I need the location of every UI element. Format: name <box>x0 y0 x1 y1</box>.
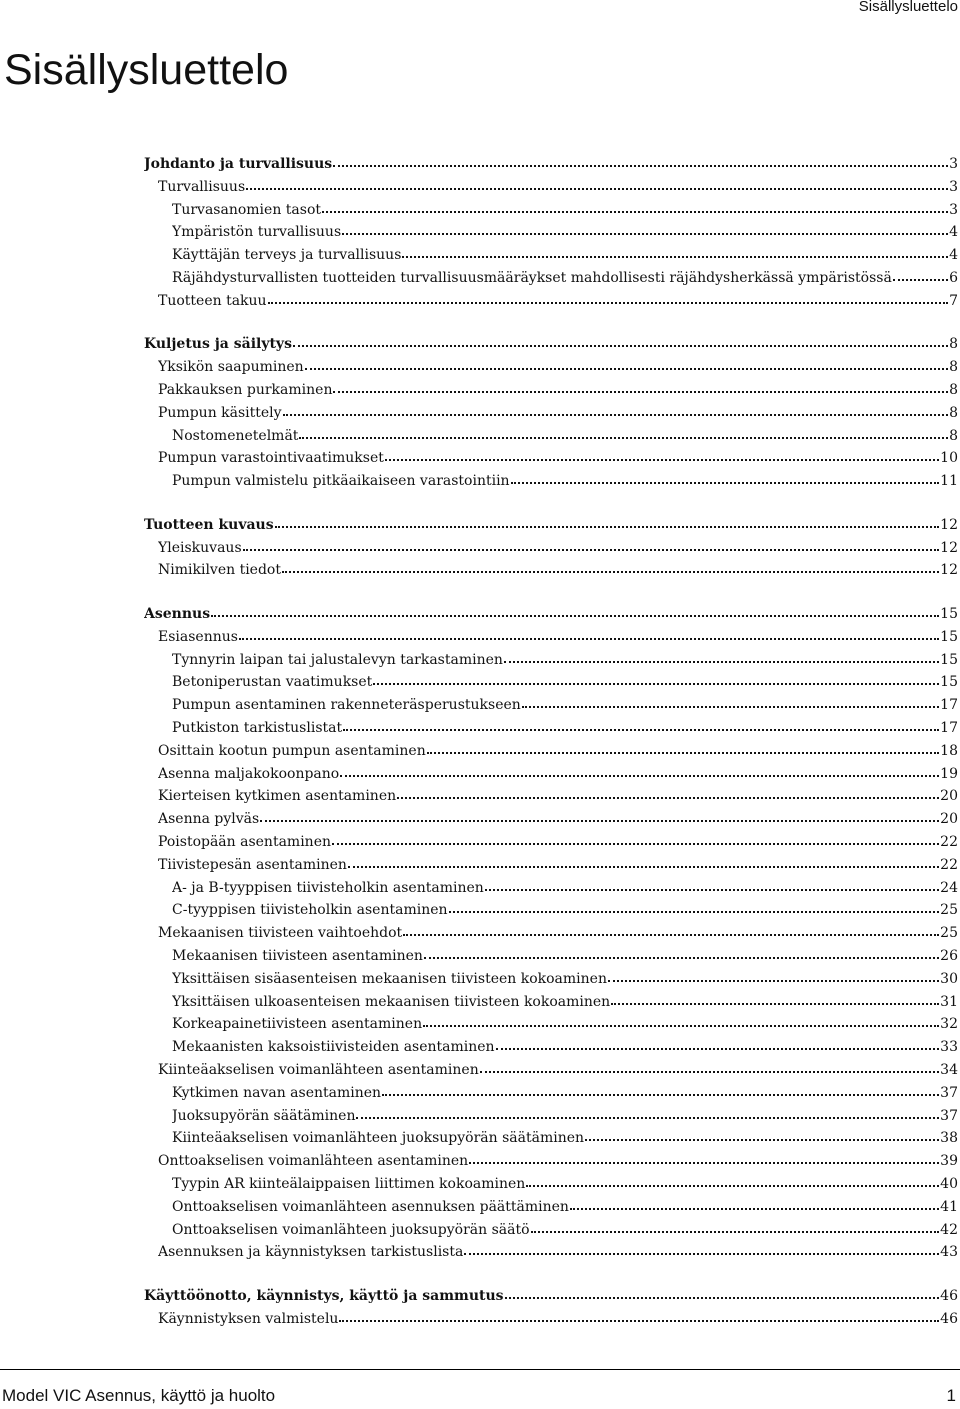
toc-entry[interactable] <box>158 1056 958 1078</box>
toc-entry-page: 3 <box>949 201 958 218</box>
toc-entry-title: Asenna maljakokoonpano <box>158 765 340 782</box>
toc-entry-title: Pumpun käsittely <box>158 404 282 421</box>
toc-dot-leader <box>469 1162 939 1164</box>
toc-entry[interactable] <box>158 623 958 645</box>
toc-dot-leader <box>293 345 948 347</box>
toc-entry-page: 12 <box>940 539 958 556</box>
page-title: Sisällysluettelo <box>4 46 289 94</box>
toc-entry[interactable] <box>172 942 958 964</box>
toc-entry-page: 11 <box>940 473 958 490</box>
toc-entry-page: 42 <box>940 1221 958 1238</box>
toc-dot-leader <box>268 302 949 304</box>
toc-entry-title: Nimikilven tiedot <box>158 562 281 579</box>
toc-dot-leader <box>299 437 948 439</box>
toc-entry-title: Kytkimen navan asentaminen <box>172 1084 382 1101</box>
footer-page-number: 1 <box>946 1386 956 1405</box>
toc-entry[interactable] <box>158 556 958 578</box>
toc-dot-leader <box>585 1139 939 1141</box>
toc-entry[interactable] <box>158 444 958 466</box>
toc-entry-title: C-tyyppisen tiivisteholkin asentaminen <box>172 902 448 919</box>
toc-entry-page: 25 <box>940 925 958 942</box>
toc-entry-title: Asennuksen ja käynnistyksen tarkistuslista <box>158 1244 464 1261</box>
toc-dot-leader <box>570 1208 939 1210</box>
toc-dot-leader <box>332 843 939 845</box>
toc-entry-page: 34 <box>940 1062 958 1078</box>
toc-entry-title: Turvallisuus <box>158 178 246 195</box>
toc-dot-leader <box>282 571 939 573</box>
toc-entry-page: 3 <box>949 178 958 195</box>
toc-dot-leader <box>427 752 939 754</box>
toc-dot-leader <box>343 729 939 731</box>
toc-entry[interactable] <box>172 241 958 263</box>
toc-entry[interactable] <box>172 668 958 690</box>
toc-entry[interactable] <box>144 1282 958 1304</box>
toc-entry-page: 8 <box>949 382 958 398</box>
toc-entry-title: Tiivistepesän asentaminen <box>158 856 347 873</box>
footer-document-name: Model VIC Asennus, käyttö ja huolto <box>2 1386 276 1405</box>
toc-entry-page: 22 <box>940 834 958 850</box>
toc-dot-leader <box>382 1094 939 1096</box>
toc-dot-leader <box>333 165 948 167</box>
toc-entry[interactable] <box>172 896 958 918</box>
toc-entry-page: 20 <box>940 811 958 828</box>
toc-entry[interactable] <box>172 1079 958 1101</box>
toc-entry-page: 8 <box>949 359 958 376</box>
toc-entry-title: Mekaanisten kaksoistiivisteiden asentaminen <box>172 1039 495 1056</box>
toc-entry[interactable] <box>172 874 958 896</box>
toc-entry[interactable] <box>158 353 958 375</box>
toc-entry-page: 15 <box>940 606 958 622</box>
toc-entry-title: Mekaanisen tiivisteen vaihtoehdot <box>158 925 403 942</box>
toc-entry-title: Kierteisen kytkimen asentaminen <box>158 788 397 805</box>
toc-entry[interactable] <box>158 399 958 421</box>
toc-entry-page: 33 <box>940 1039 958 1056</box>
toc-entry-title: Yksittäisen ulkoasenteisen mekaanisen tiivisteen kokoaminen <box>172 993 611 1010</box>
toc-entry-title: Onttoakselisen voimanlähteen asentaminen <box>158 1153 469 1170</box>
toc-entry-title: Räjähdysturvallisten tuotteiden turvallisuusmääräykset mahdollisesti räjähdysherkässä ympäristössä <box>172 270 892 286</box>
toc-entry[interactable] <box>172 1033 958 1055</box>
toc-dot-leader <box>423 1025 939 1027</box>
toc-entry[interactable] <box>158 919 958 941</box>
toc-entry[interactable] <box>172 646 958 668</box>
toc-dot-leader <box>373 683 939 685</box>
toc-entry-page: 37 <box>940 1107 958 1124</box>
toc-entry[interactable] <box>172 965 958 987</box>
toc-entry-title: Tuotteen takuu <box>158 292 267 309</box>
toc-entry-page: 31 <box>940 993 958 1010</box>
toc-dot-leader <box>403 934 939 936</box>
toc-entry-page: 22 <box>940 856 958 873</box>
toc-entry-page: 26 <box>940 948 958 964</box>
toc-dot-leader <box>397 797 939 799</box>
toc-entry-title: Käyttöönotto, käynnistys, käyttö ja sammutus <box>144 1288 504 1304</box>
toc-entry-page: 39 <box>940 1153 958 1170</box>
toc-entry-title: Nostomenetelmät <box>172 427 299 444</box>
toc-entry-title: Mekaanisen tiivisteen asentaminen <box>172 948 423 964</box>
toc-dot-leader <box>356 1117 939 1119</box>
toc-entry[interactable] <box>158 173 958 195</box>
toc-dot-leader <box>275 526 940 528</box>
toc-dot-leader <box>611 1003 939 1005</box>
toc-dot-leader <box>239 638 939 640</box>
toc-entry-title: Pumpun asentaminen rakenneteräsperustukseen <box>172 697 521 714</box>
toc-entry[interactable] <box>158 828 958 850</box>
toc-entry[interactable] <box>158 534 958 556</box>
toc-entry-page: 15 <box>940 651 958 668</box>
toc-entry-page: 40 <box>940 1176 958 1192</box>
toc-entry-page: 41 <box>940 1198 958 1215</box>
toc-dot-leader <box>464 1253 939 1255</box>
toc-entry[interactable] <box>172 1010 958 1032</box>
toc-dot-leader <box>505 1297 940 1299</box>
toc-entry-page: 25 <box>940 902 958 919</box>
toc-entry-title: Pumpun varastointivaatimukset <box>158 450 384 467</box>
toc-entry-page: 10 <box>940 450 958 467</box>
toc-entry-title: A- ja B-tyyppisen tiivisteholkin asentaminen <box>172 879 484 896</box>
toc-entry-title: Osittain kootun pumpun asentaminen <box>158 742 426 759</box>
toc-entry-page: 6 <box>949 270 958 286</box>
toc-entry-page: 4 <box>949 224 958 241</box>
toc-entry-page: 8 <box>949 427 958 444</box>
toc-entry-page: 32 <box>940 1016 958 1033</box>
toc-entry[interactable] <box>158 1147 958 1169</box>
toc-entry-title: Poistopään asentaminen <box>158 834 331 850</box>
toc-entry-title: Yksikön saapuminen <box>158 359 304 376</box>
toc-dot-leader <box>243 549 940 551</box>
toc-entry-page: 8 <box>949 336 958 353</box>
toc-entry[interactable] <box>172 196 958 218</box>
toc-dot-leader <box>340 775 939 777</box>
toc-entry-title: Ympäristön turvallisuus <box>172 224 342 241</box>
toc-entry-title: Tynnyrin laipan tai jalustalevyn tarkastaminen <box>172 651 503 668</box>
toc-entry-title: Käyttäjän terveys ja turvallisuus <box>172 247 402 264</box>
toc-dot-leader <box>322 211 948 213</box>
toc-entry-page: 46 <box>940 1288 958 1304</box>
toc-dot-leader <box>504 661 939 663</box>
toc-entry[interactable] <box>172 714 958 736</box>
toc-entry[interactable] <box>158 1305 958 1327</box>
toc-entry-title: Onttoakselisen voimanlähteen juoksupyörän säätö <box>172 1221 530 1238</box>
toc-entry[interactable] <box>158 287 958 309</box>
toc-dot-leader <box>893 279 948 281</box>
toc-dot-leader <box>496 1048 940 1050</box>
toc-entry-title: Kiinteäakselisen voimanlähteen asentaminen <box>158 1062 479 1078</box>
running-header: Sisällysluettelo <box>858 0 958 15</box>
toc-entry-page: 12 <box>940 562 958 579</box>
toc-entry[interactable] <box>158 782 958 804</box>
toc-entry-page: 8 <box>949 404 958 421</box>
toc-entry[interactable] <box>172 988 958 1010</box>
toc-entry-title: Kiinteäakselisen voimanlähteen juoksupyörän säätäminen <box>172 1130 585 1147</box>
toc-dot-leader <box>305 368 948 370</box>
toc-entry[interactable] <box>158 1238 958 1260</box>
toc-entry-title: Pumpun valmistelu pitkäaikaiseen varastointiin <box>172 473 510 490</box>
toc-entry-title: Putkiston tarkistuslistat <box>172 720 343 736</box>
toc-entry-title: Asennus <box>144 606 211 622</box>
toc-entry-page: 46 <box>940 1310 958 1327</box>
toc-entry-title: Tuotteen kuvaus <box>144 516 274 533</box>
toc-entry[interactable] <box>158 760 958 782</box>
toc-entry[interactable] <box>144 330 958 352</box>
toc-dot-leader <box>531 1231 940 1233</box>
toc-dot-leader <box>449 911 940 913</box>
toc-entry-title: Onttoakselisen voimanlähteen asennuksen päättäminen <box>172 1198 569 1215</box>
toc-entry-page: 38 <box>940 1130 958 1147</box>
toc-entry-page: 15 <box>940 628 958 645</box>
toc-entry-title: Kuljetus ja säilytys <box>144 336 292 353</box>
toc-entry[interactable] <box>172 1124 958 1146</box>
toc-entry-title: Turvasanomien tasot <box>172 201 321 218</box>
toc-entry[interactable] <box>144 511 958 533</box>
toc-dot-leader <box>211 615 939 617</box>
toc-dot-leader <box>385 459 939 461</box>
toc-dot-leader <box>511 482 940 484</box>
toc-entry[interactable] <box>172 218 958 240</box>
toc-dot-leader <box>339 1320 939 1322</box>
toc-dot-leader <box>526 1185 939 1187</box>
toc-dot-leader <box>424 957 939 959</box>
toc-entry[interactable] <box>172 691 958 713</box>
toc-dot-leader <box>283 414 949 416</box>
toc-entry-title: Johdanto ja turvallisuus <box>144 156 333 172</box>
toc-entry-page: 43 <box>940 1244 958 1261</box>
toc-entry-page: 18 <box>940 742 958 759</box>
toc-dot-leader <box>246 188 948 190</box>
toc-entry-page: 3 <box>949 156 958 172</box>
toc-entry-title: Korkeapainetiivisteen asentaminen <box>172 1016 423 1033</box>
toc-dot-leader <box>402 256 948 258</box>
toc-entry-title: Tyypin AR kiinteälaippaisen liittimen kokoaminen <box>172 1176 526 1192</box>
toc-entry[interactable] <box>158 376 958 398</box>
toc-entry-page: 30 <box>940 970 958 987</box>
toc-entry-page: 17 <box>940 697 958 714</box>
toc-dot-leader <box>522 706 939 708</box>
toc-entry[interactable] <box>172 1216 958 1238</box>
toc-entry[interactable] <box>172 1193 958 1215</box>
toc-entry-title: Pakkauksen purkaminen <box>158 382 333 398</box>
toc-dot-leader <box>608 980 939 982</box>
toc-entry[interactable] <box>172 467 958 489</box>
toc-entry-page: 19 <box>940 765 958 782</box>
toc-entry[interactable] <box>172 264 958 286</box>
toc-entry-title: Käynnistyksen valmistelu <box>158 1310 339 1327</box>
toc-entry-title: Yleiskuvaus <box>158 539 242 556</box>
toc-dot-leader <box>333 391 948 393</box>
toc-entry[interactable] <box>158 851 958 873</box>
toc-entry-page: 12 <box>940 516 958 533</box>
toc-entry-title: Asenna pylväs <box>158 811 260 828</box>
toc-entry-title: Yksittäisen sisäasenteisen mekaanisen tiivisteen kokoaminen <box>172 970 607 987</box>
toc-dot-leader <box>342 233 948 235</box>
footer-divider <box>0 1369 960 1370</box>
toc-dot-leader <box>348 866 939 868</box>
toc-entry-page: 15 <box>940 674 958 691</box>
toc-dot-leader <box>480 1071 939 1073</box>
toc-entry[interactable] <box>172 1170 958 1192</box>
toc-entry-title: Betoniperustan vaatimukset <box>172 674 373 691</box>
toc-entry[interactable] <box>144 150 958 172</box>
toc-dot-leader <box>485 889 939 891</box>
toc-entry[interactable] <box>172 1102 958 1124</box>
toc-entry-page: 24 <box>940 879 958 896</box>
toc-entry[interactable] <box>144 600 958 622</box>
toc-entry-page: 20 <box>940 788 958 805</box>
toc-entry-page: 37 <box>940 1084 958 1101</box>
toc-entry-title: Esiasennus <box>158 628 238 645</box>
toc-entry-page: 4 <box>949 247 958 264</box>
toc-dot-leader <box>260 820 939 822</box>
toc-entry[interactable] <box>172 422 958 444</box>
toc-entry-page: 17 <box>940 720 958 736</box>
toc-entry[interactable] <box>158 737 958 759</box>
toc-entry-title: Juoksupyörän säätäminen <box>172 1107 356 1124</box>
toc-entry[interactable] <box>158 805 958 827</box>
toc-entry-page: 7 <box>949 292 958 309</box>
